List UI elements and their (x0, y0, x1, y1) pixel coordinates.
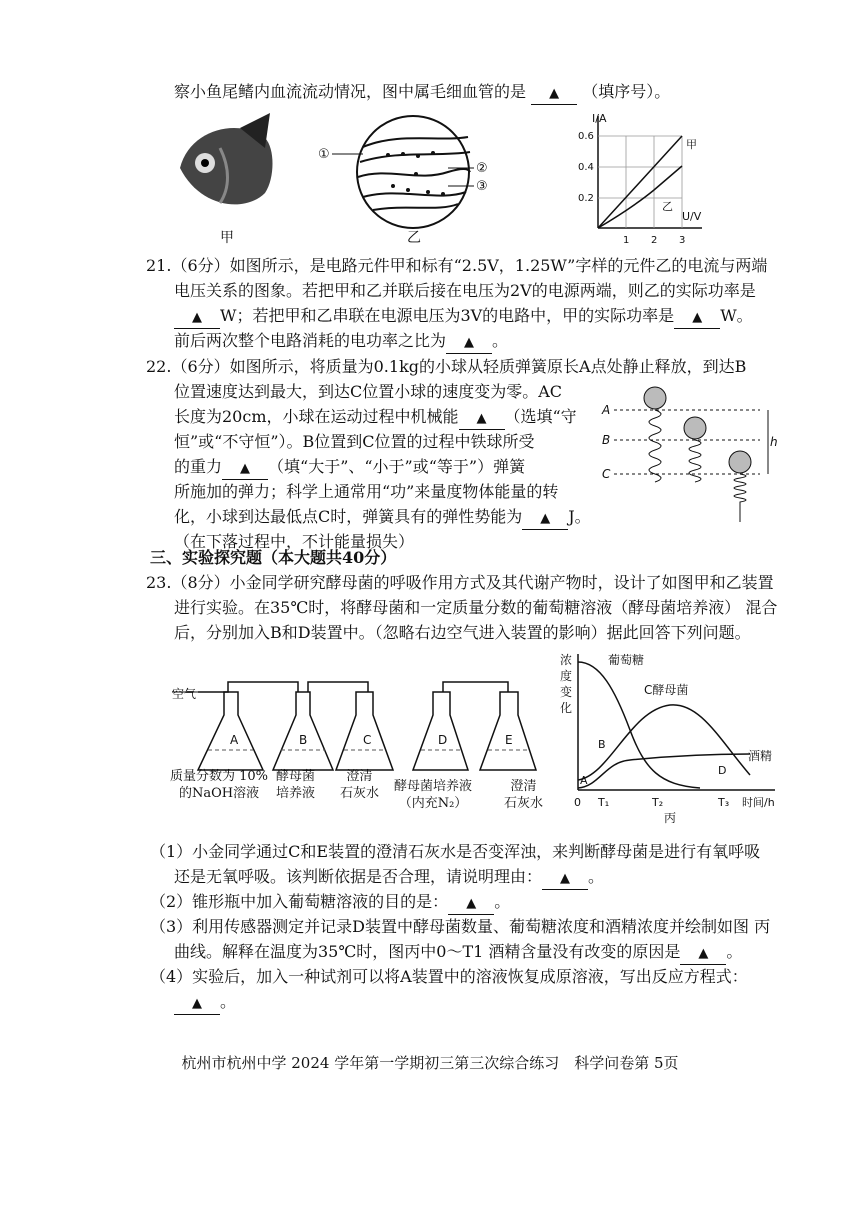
chart-xtick: T₁ (598, 796, 610, 809)
q23-text: 。 (220, 992, 237, 1011)
answer-blank[interactable]: ▲ (674, 308, 720, 329)
q22-text: 的重力 (174, 457, 223, 476)
spring-a (649, 410, 661, 482)
q23-text: （2）锥形瓶中加入葡萄糖溶液的目的是： (150, 892, 449, 911)
q20-text: 察小鱼尾鳍内血流流动情况，图中属毛细血管的是 (174, 82, 527, 101)
section-3-heading: 三、实验探究题（本大题共40分） (150, 548, 397, 567)
iv-xtick: 2 (651, 235, 658, 246)
iv-ytick: 0.4 (578, 162, 594, 173)
flask-label-a: A (230, 733, 239, 747)
series-yi-line (598, 166, 682, 228)
flask-label-e: E (505, 733, 513, 747)
curve-label-alcohol: 酒精 (748, 749, 773, 763)
q23-line-2: 进行实验。在35℃时，将酵母菌和一定质量分数的葡萄糖溶液（酵母菌培养液） 混合 (174, 598, 778, 617)
answer-blank[interactable]: ▲ (459, 409, 505, 430)
q21-line-2: 电压关系的图象。若把甲和乙并联后接在电压为2V的电源两端，则乙的实际功率是 (174, 281, 756, 300)
q22-text: （填“大于”、“小于”或“等于”）弹簧 (268, 457, 526, 476)
q22-line-4: 恒”或“不守恒”）。B位置到C位置的过程中铁球所受 (174, 432, 535, 451)
q21-text: W；若把甲和乙串联在电源电压为3V的电路中，甲的实际功率是 (220, 306, 675, 325)
q20-tail: （填序号）。 (582, 82, 671, 101)
q23-text: 还是无氧呼吸。该判断依据是否合理，请说明理由： (174, 867, 543, 886)
q21-text: W。 (720, 306, 753, 325)
q23-text: 曲线。解释在温度为35℃时，图丙中0～T1 酒精含量没有改变的原因是 (174, 942, 681, 961)
curve-glucose (578, 662, 700, 788)
fish-caption: 甲 (220, 230, 234, 246)
flask-label-b: B (299, 733, 308, 747)
spring-figure (600, 380, 800, 530)
q22-line-6: 所施加的弹力；科学上通常用“功”来量度物体能量的转 (174, 482, 559, 501)
q22-text: 化，小球到达最低点C时，弹簧具有的弹性势能为 (174, 507, 523, 526)
flask-e (480, 692, 536, 770)
answer-blank[interactable]: ▲ (680, 944, 726, 965)
fish-figure (170, 108, 280, 218)
series-jia-line (598, 136, 682, 228)
iv-xtick: 1 (623, 235, 630, 246)
q23-line-1: 23.（8分）小金同学研究酵母菌的呼吸作用方式及其代谢产物时，设计了如图甲和乙装置 (146, 573, 774, 592)
iv-xtick: 3 (679, 235, 686, 246)
curve-point-d: D (718, 764, 727, 777)
chart-caption: 丙 (664, 811, 677, 825)
chart-ylabel: 度 (560, 669, 573, 683)
ball-b (684, 417, 706, 439)
q23-text: 。 (494, 892, 511, 911)
iv-ylabel: I/A (592, 112, 607, 125)
chart-ylabel: 变 (560, 685, 573, 699)
q23-sub4-line2 (174, 992, 236, 1015)
vessel-caption: 乙 (407, 230, 421, 246)
flask-c (336, 692, 393, 770)
ball-a (644, 387, 666, 409)
answer-blank[interactable]: ▲ (174, 994, 220, 1015)
q23-text: 。 (726, 942, 743, 961)
q23-sub1-line2 (174, 867, 604, 890)
iv-series-yi-label: 乙 (662, 200, 673, 213)
q21-line-4 (174, 331, 508, 354)
answer-blank[interactable]: ▲ (542, 869, 588, 890)
flask-c-caption: 澄清 石灰水 (340, 769, 380, 801)
flask-b (273, 692, 333, 770)
answer-blank[interactable]: ▲ (174, 308, 220, 329)
vessel-label-1: ① (318, 147, 330, 162)
curve-label-glucose: 葡萄糖 (608, 653, 645, 667)
ball-c (729, 451, 751, 473)
q22-line-1: 22.（6分）如图所示，将质量为0.1kg的小球从轻质弹簧原长A点处静止释放，到达B (146, 357, 747, 376)
flask-label-d: D (438, 733, 448, 747)
curve-point-a: A (580, 774, 588, 787)
q21-line-3 (174, 306, 753, 329)
answer-blank[interactable]: ▲ (531, 84, 577, 105)
spring-b (689, 440, 701, 482)
question-20-tail (174, 82, 670, 105)
answer-blank[interactable]: ▲ (446, 333, 492, 354)
flask-a (198, 692, 263, 770)
q23-sub3-line1: （3）利用传感器测定并记录D装置中酵母菌数量、葡萄糖浓度和酒精浓度并绘制如图 丙 (150, 917, 771, 936)
flask-d-caption: 酵母菌培养液 （内充N₂） (394, 779, 473, 811)
flask-a-caption: 质量分数为 10% 的NaOH溶液 (170, 769, 269, 801)
curve-label-yeast: C酵母菌 (644, 683, 689, 697)
chart-xlabel: 时间/h (742, 796, 775, 809)
flask-b-caption: 酵母菌 培养液 (276, 769, 316, 801)
vessel-label-3: ③ (476, 179, 488, 194)
air-label: 空气 (172, 687, 197, 701)
capillary-figure (318, 112, 508, 232)
page-footer: 杭州市杭州中学 2024 学年第一学期初三第三次综合练习 科学问卷第 5页 (181, 1054, 679, 1072)
chart-ylabel: 浓 (560, 653, 573, 667)
q21-text: 前后两次整个电路消耗的电功率之比为 (174, 331, 447, 350)
q23-text: 。 (588, 867, 605, 886)
iv-chart (562, 108, 712, 248)
flask-label-c: C (363, 733, 372, 747)
q22-text: （选填“守 (504, 407, 577, 426)
position-label-b: B (602, 433, 611, 447)
chart-ylabel: 化 (560, 701, 573, 715)
answer-blank[interactable]: ▲ (222, 459, 268, 480)
iv-xlabel: U/V (682, 210, 702, 223)
q23-sub4-line1: （4）实验后，加入一种试剂可以将A装置中的溶液恢复成原溶液，写出反应方程式： (150, 967, 748, 986)
curve-point-b: B (598, 738, 606, 751)
flask-d (413, 692, 468, 770)
spring-c (734, 474, 746, 522)
answer-blank[interactable]: ▲ (448, 894, 494, 915)
q22-text: 长度为20cm，小球在运动过程中机械能 (174, 407, 459, 426)
q23-line-3: 后，分别加入B和D装置中。（忽略右边空气进入装置的影响）据此回答下列问题。 (174, 623, 751, 642)
q23-sub2 (150, 892, 510, 915)
q22-line-5 (174, 457, 525, 480)
q23-sub1-line1: （1）小金同学通过C和E装置的澄清石灰水是否变浑浊，来判断酵母菌是进行有氧呼吸 (150, 842, 761, 861)
height-label-h: h (770, 435, 778, 449)
q22-line-3 (174, 407, 577, 430)
vessel-label-2: ② (476, 161, 488, 176)
q22-text: J。 (568, 507, 591, 526)
position-label-a: A (602, 403, 611, 417)
q21-text: 。 (492, 331, 509, 350)
chart-xtick: T₃ (718, 796, 730, 809)
q22-line-8: （在下落过程中，不计能量损失） (174, 532, 415, 551)
q21-line-1: 21.（6分）如图所示，是电路元件甲和标有“2.5V，1.25W”字样的元件乙的电流与两端 (146, 256, 768, 275)
concentration-chart (560, 650, 790, 825)
q22-line-2: 位置速度达到最大，到达C位置小球的速度变为零。AC (174, 382, 563, 401)
iv-ytick: 0.2 (578, 193, 594, 204)
iv-ytick: 0.6 (578, 131, 594, 142)
position-label-c: C (602, 467, 611, 481)
flask-e-caption: 澄清 石灰水 (504, 779, 544, 811)
chart-xtick: T₂ (652, 796, 664, 809)
iv-series-jia-label: 甲 (686, 138, 697, 151)
q23-sub3-line2 (174, 942, 742, 965)
q22-line-7 (174, 507, 591, 530)
answer-blank[interactable]: ▲ (522, 509, 568, 530)
chart-xtick: 0 (574, 796, 581, 809)
